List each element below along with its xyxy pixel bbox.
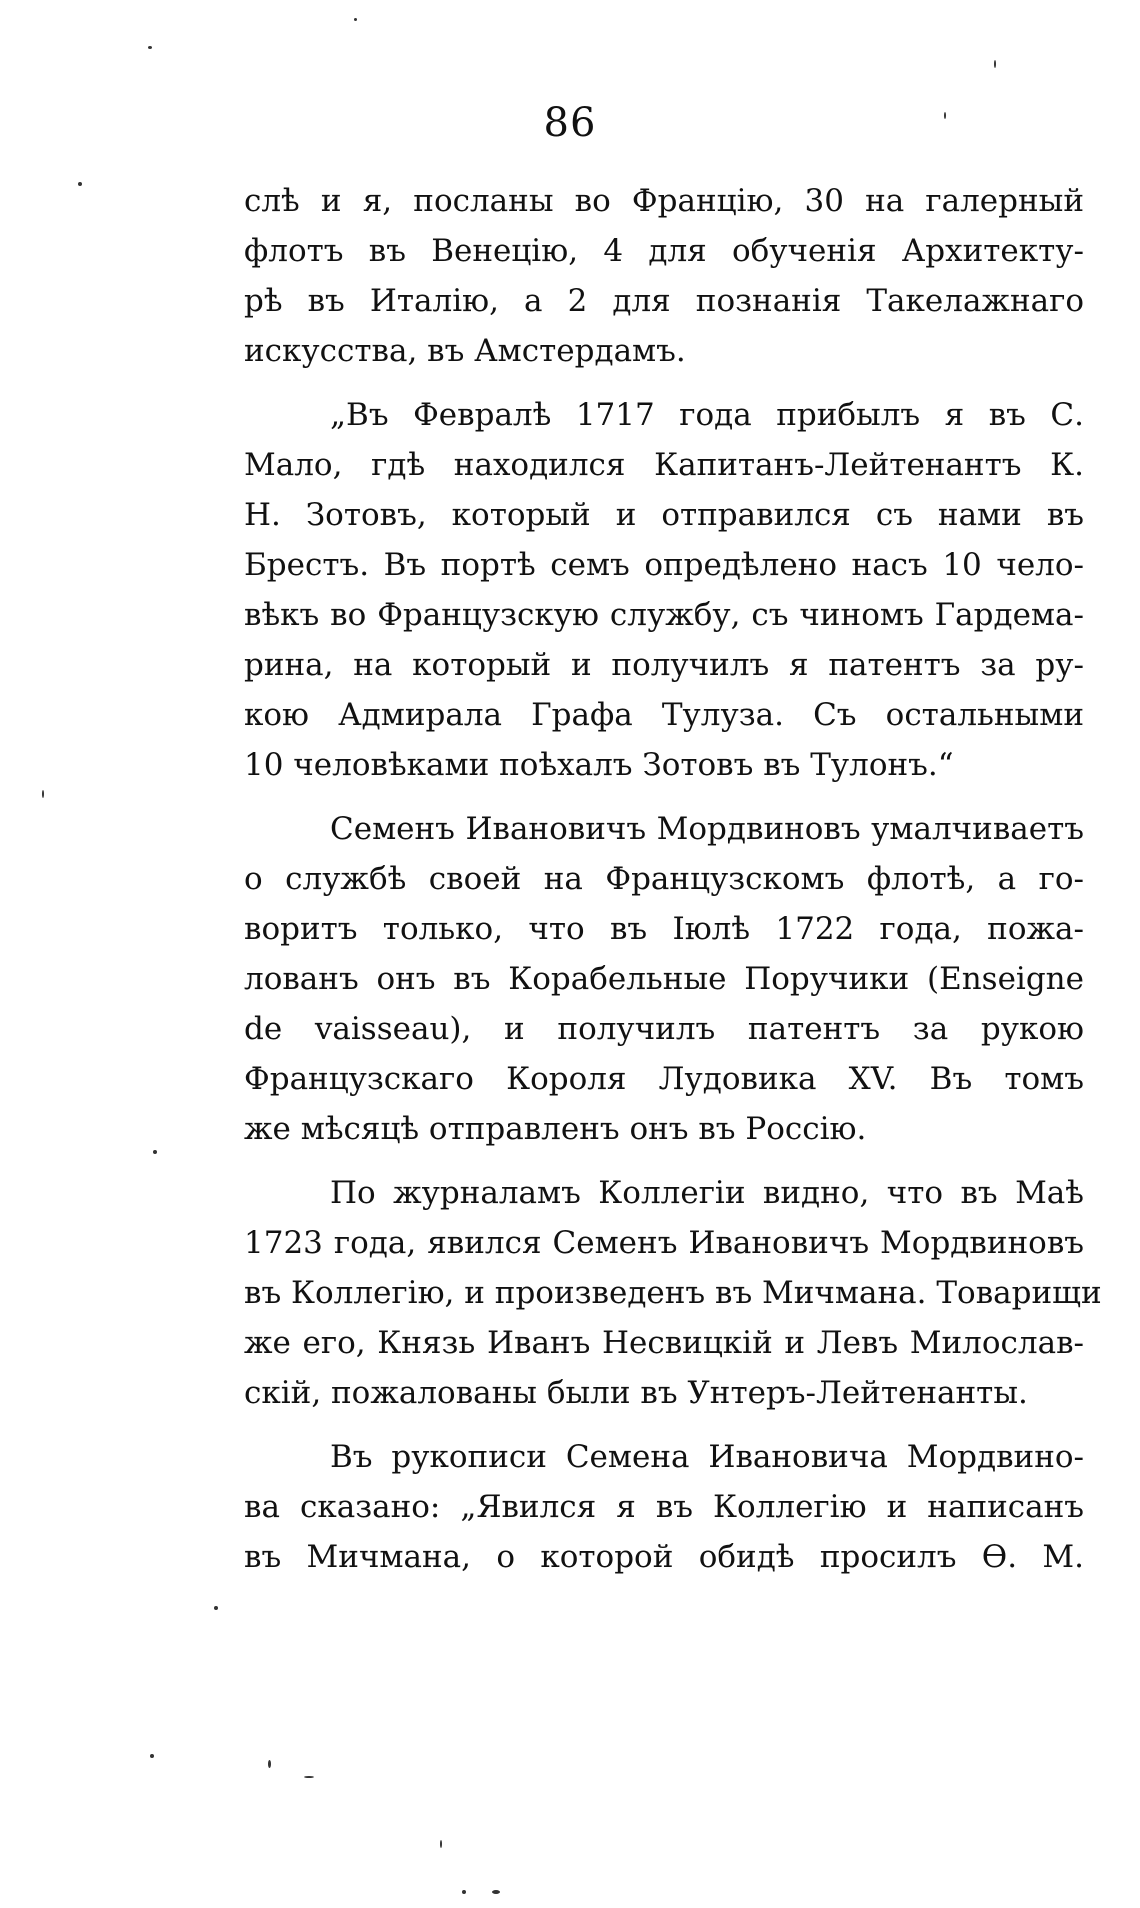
scan-speck [148,46,152,49]
text-line: Брестъ. Въ портѣ семъ опредѣлено насъ 10 чело- [244,547,1084,583]
text-line: о службѣ своей на Французскомъ флотѣ, а го- [244,861,1084,897]
text-line: искусства, въ Амстердамъ. [244,333,686,369]
scan-speck [944,112,946,119]
paragraph [244,804,1084,1154]
page-number: 86 [543,100,597,146]
scan-speck [214,1606,218,1610]
text-line: флотъ въ Венецію, 4 для обученія Архитекту- [244,233,1084,269]
scan-speck [78,182,82,186]
text-line: въ Мичмана, о которой обидѣ просилъ Ѳ. М. [244,1539,1084,1575]
scan-speck [492,1890,500,1894]
text-line: лованъ онъ въ Корабельные Поручики (Enseigne [244,961,1084,997]
scan-speck [462,1890,466,1894]
text-line: слѣ и я, посланы во Францію, 30 на галерный [244,183,1084,219]
text-line: Въ рукописи Семена Ивановича Мордвино- [330,1439,1084,1475]
text-line: Французскаго Короля Лудовика XV. Въ томъ [244,1061,1084,1097]
text-line: de vaisseau), и получилъ патентъ за рукою [244,1011,1084,1047]
body-text [244,176,1102,1582]
text-line: воритъ только, что въ Іюлѣ 1722 года, пожа- [244,911,1084,947]
text-line: 1723 года, явился Семенъ Ивановичъ Мордвиновъ [244,1225,1084,1261]
scan-speck [153,1150,157,1154]
text-line: Н. Зотовъ, который и отправился съ нами въ [244,497,1084,533]
text-line: По журналамъ Коллегіи видно, что въ Маѣ [330,1175,1084,1211]
text-line: Мало, гдѣ находился Капитанъ-Лейтенантъ К. [244,447,1084,483]
scan-speck [440,1840,442,1848]
paragraph [244,1432,1084,1582]
paragraph [244,176,1084,376]
text-line: рина, на который и получилъ я патентъ за ру- [244,647,1084,683]
scan-speck [42,790,44,798]
text-line: же мѣсяцѣ отправленъ онъ въ Россію. [244,1111,867,1147]
scan-speck [994,60,996,68]
scan-speck [150,1754,154,1758]
text-line: ва сказано: „Явился я въ Коллегію и написанъ [244,1489,1084,1525]
scan-speck [354,18,357,21]
scan-speck [268,1760,271,1768]
text-line: въ Коллегію, и произведенъ въ Мичмана. Товарищи [244,1275,1102,1311]
scan-speck [304,1776,314,1778]
text-line: скій, пожалованы были въ Унтеръ-Лейтенанты. [244,1375,1028,1411]
text-line: кою Адмирала Графа Тулуза. Съ остальными [244,697,1084,733]
text-line: же его, Князь Иванъ Несвицкій и Левъ Милослав- [244,1325,1084,1361]
text-line: 10 человѣками поѣхалъ Зотовъ въ Тулонъ.“ [244,747,954,783]
text-line: вѣкъ во Французскую службу, съ чиномъ Гардема- [244,597,1084,633]
text-line: Семенъ Ивановичъ Мордвиновъ умалчиваетъ [330,811,1084,847]
text-line: рѣ въ Италію, а 2 для познанія Такелажнаго [244,283,1084,319]
paragraph [244,1168,1102,1418]
text-line: „Въ Февралѣ 1717 года прибылъ я въ С. [330,397,1084,433]
paragraph [244,390,1084,790]
